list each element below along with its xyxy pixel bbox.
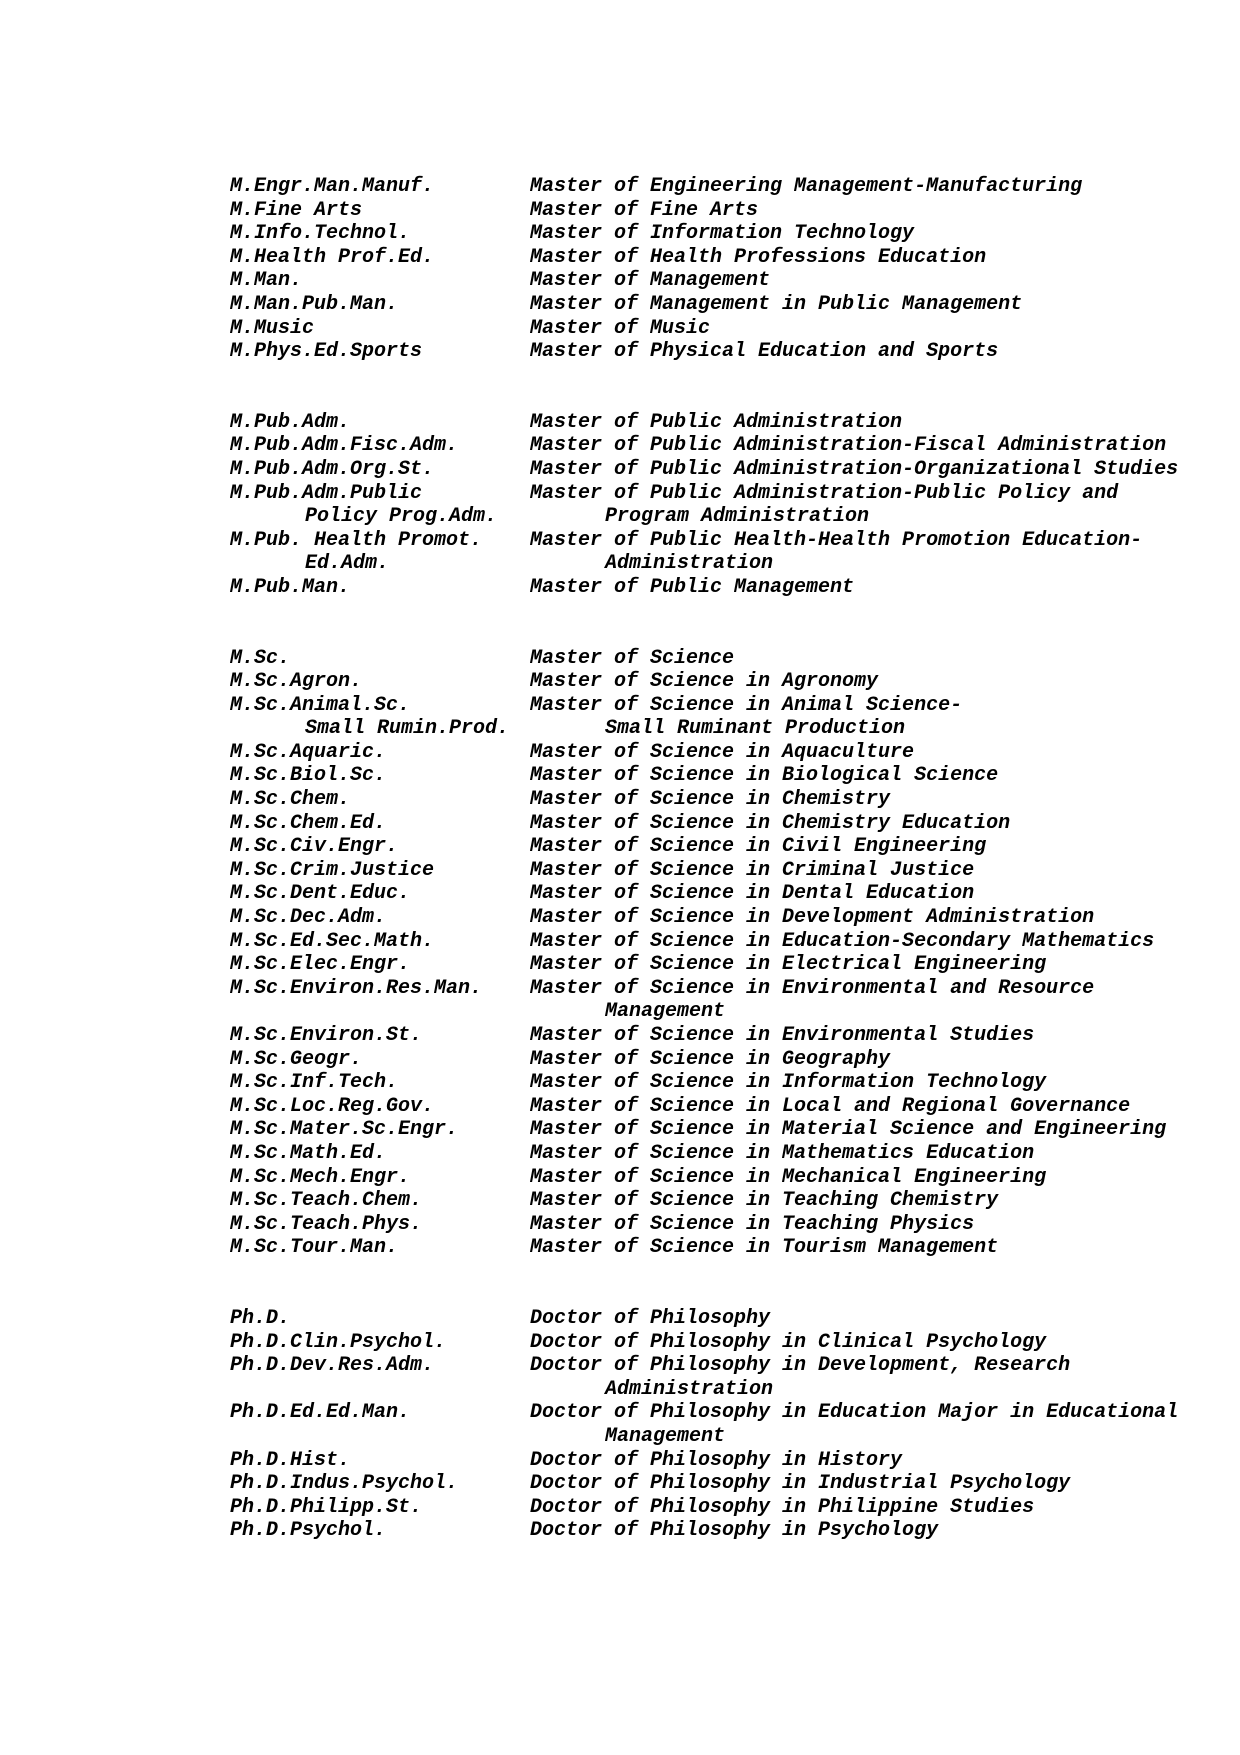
abbreviation (230, 340, 530, 364)
abbreviation (230, 199, 530, 223)
degree-name-text: Master of Science in Chemistry Education (530, 811, 1011, 835)
abbreviation-text: M.Sc.Aquaric. (230, 740, 387, 764)
degree-name (530, 1236, 1220, 1260)
abbreviation (230, 293, 530, 317)
abbreviation (230, 835, 530, 859)
degree-name (530, 930, 1220, 954)
abbreviation (230, 1166, 530, 1190)
degree-name-text: Master of Fine Arts (530, 198, 759, 222)
abbreviation-text: M.Sc.Animal.Sc. (230, 693, 411, 717)
abbreviation (230, 458, 530, 482)
abbreviation-entry (230, 1401, 1220, 1448)
degree-name-text: Master of Science in Material Science and Engineering (530, 1118, 1167, 1142)
abbreviation-entry (230, 764, 1220, 788)
abbreviation-text: M.Sc.Chem.Ed. (230, 811, 387, 835)
abbreviation-text: M.Pub. Health Promot. (230, 528, 483, 552)
abbreviation-entry (230, 293, 1220, 317)
abbreviation (230, 269, 530, 293)
abbreviation (230, 1189, 530, 1213)
degree-name (530, 529, 1220, 576)
degree-name (530, 222, 1220, 246)
abbreviation (230, 764, 530, 788)
abbreviation-text: M.Sc.Environ.St. (230, 1024, 423, 1047)
degree-name-text: Master of Management (530, 269, 771, 293)
abbreviation (230, 930, 530, 954)
abbreviation (230, 812, 530, 836)
abbreviation-entry (230, 859, 1220, 883)
abbreviation-text: M.Music (230, 316, 315, 340)
abbreviation-entry (230, 1449, 1220, 1473)
abbreviation-text: M.Sc.Dent.Educ. (230, 882, 411, 906)
abbreviation (230, 953, 530, 977)
abbreviation-text: Ph.D.Indus.Psychol. (230, 1472, 459, 1496)
abbreviation-entry (230, 1236, 1220, 1260)
degree-name-continuation: Program Administration (605, 505, 870, 529)
degree-name (530, 1449, 1220, 1473)
abbreviation-entry (230, 1071, 1220, 1095)
abbreviation (230, 222, 530, 246)
degree-name-text: Master of Science in Biological Science (530, 764, 999, 788)
degree-name-text: Master of Public Administration (530, 410, 903, 434)
abbreviation-entry (230, 269, 1220, 293)
abbreviation-entry (230, 835, 1220, 859)
abbreviation-entry (230, 317, 1220, 341)
degree-name-text: Master of Science in Teaching Chemistry (530, 1189, 999, 1213)
abbreviation (230, 1496, 530, 1520)
degree-name (530, 812, 1220, 836)
abbreviation-text: M.Sc.Environ.Res.Man. (230, 976, 483, 1000)
degree-name (530, 1401, 1220, 1448)
abbreviation (230, 1331, 530, 1355)
abbreviation-text: M.Sc.Biol.Sc. (230, 764, 387, 788)
abbreviation-text: M.Health Prof.Ed. (230, 245, 435, 269)
degree-name (530, 434, 1220, 458)
abbreviation-text: Ph.D.Psychol. (230, 1519, 387, 1543)
degree-name-text: Master of Science in Electrical Engineering (530, 953, 1047, 977)
degree-name-text: Doctor of Philosophy in History (530, 1448, 903, 1472)
abbreviation (230, 1048, 530, 1072)
degree-name-text: Master of Science in Agronomy (530, 670, 879, 694)
abbreviation-continuation: Small Rumin.Prod. (305, 717, 510, 741)
degree-name-text: Doctor of Philosophy in Psychology (530, 1519, 939, 1543)
degree-name (530, 458, 1220, 482)
abbreviation (230, 670, 530, 694)
abbreviation-text: M.Sc.Agron. (230, 670, 363, 694)
degree-name (530, 411, 1220, 435)
abbreviation-entry (230, 1331, 1220, 1355)
degree-name-text: Master of Science in Animal Science- (530, 693, 963, 717)
abbreviation-entry (230, 1048, 1220, 1072)
abbreviation-continuation: Ed.Adm. (305, 552, 390, 576)
abbreviation-entry (230, 434, 1220, 458)
abbreviation-entry (230, 175, 1220, 199)
abbreviation-text: M.Sc.Dec.Adm. (230, 906, 387, 930)
abbreviation-group (230, 647, 1220, 1260)
degree-name-text: Master of Science in Teaching Physics (530, 1212, 975, 1236)
abbreviation-text: M.Sc.Math.Ed. (230, 1141, 387, 1165)
abbreviation-entry (230, 977, 1220, 1024)
degree-name-text: Master of Science (530, 646, 735, 670)
degree-name-continuation: Administration (605, 552, 774, 576)
abbreviation (230, 411, 530, 435)
degree-name (530, 1166, 1220, 1190)
abbreviation-group (230, 175, 1220, 364)
abbreviation (230, 1118, 530, 1142)
degree-name-text: Master of Science in Development Administration (530, 906, 1095, 930)
degree-name (530, 647, 1220, 671)
abbreviation-entry (230, 1166, 1220, 1190)
abbreviation (230, 1449, 530, 1473)
degree-name-text: Master of Information Technology (530, 222, 915, 246)
degree-name (530, 1048, 1220, 1072)
degree-name-text: Master of Science in Civil Engineering (530, 835, 987, 859)
abbreviation-entry (230, 788, 1220, 812)
abbreviation (230, 1401, 530, 1448)
degree-name (530, 741, 1220, 765)
abbreviation-entry (230, 647, 1220, 671)
degree-name (530, 1095, 1220, 1119)
abbreviation (230, 859, 530, 883)
abbreviation-list (230, 175, 1220, 1543)
degree-name (530, 317, 1220, 341)
degree-name (530, 1189, 1220, 1213)
abbreviation (230, 1142, 530, 1166)
degree-name-text: Master of Science in Environmental and Resource (530, 976, 1095, 1000)
abbreviation-text: M.Sc.Mater.Sc.Engr. (230, 1118, 459, 1142)
abbreviation (230, 246, 530, 270)
degree-name-continuation: Management (605, 1000, 726, 1024)
abbreviation-entry (230, 1024, 1220, 1048)
abbreviation-entry (230, 1142, 1220, 1166)
abbreviation-text: M.Sc.Teach.Phys. (230, 1212, 423, 1236)
abbreviation (230, 175, 530, 199)
degree-name (530, 906, 1220, 930)
abbreviation-entry (230, 529, 1220, 576)
abbreviation-entry (230, 1354, 1220, 1401)
degree-name (530, 1354, 1220, 1401)
abbreviation (230, 482, 530, 529)
degree-name (530, 882, 1220, 906)
abbreviation-text: M.Sc.Chem. (230, 788, 351, 812)
abbreviation-entry (230, 222, 1220, 246)
degree-name (530, 269, 1220, 293)
abbreviation-entry (230, 741, 1220, 765)
abbreviation (230, 1519, 530, 1543)
degree-name-continuation: Administration (605, 1377, 774, 1401)
abbreviation (230, 1071, 530, 1095)
abbreviation-entry (230, 1307, 1220, 1331)
abbreviation-group (230, 1307, 1220, 1543)
degree-name-text: Master of Science in Chemistry (530, 788, 891, 812)
degree-name (530, 1519, 1220, 1543)
abbreviation-text: M.Sc. (230, 646, 291, 670)
abbreviation-text: M.Pub.Adm. (230, 410, 351, 434)
degree-name-text: Doctor of Philosophy in Industrial Psychology (530, 1472, 1071, 1496)
abbreviation-entry (230, 882, 1220, 906)
abbreviation-text: Ph.D.Clin.Psychol. (230, 1330, 447, 1354)
abbreviation-entry (230, 1189, 1220, 1213)
abbreviation (230, 1095, 530, 1119)
degree-name (530, 482, 1220, 529)
abbreviation-entry (230, 1095, 1220, 1119)
degree-name (530, 859, 1220, 883)
abbreviation-entry (230, 1472, 1220, 1496)
abbreviation-text: M.Sc.Tour.Man. (230, 1236, 399, 1260)
abbreviation (230, 1236, 530, 1260)
abbreviation (230, 1307, 530, 1331)
degree-name-text: Master of Science in Tourism Management (530, 1236, 999, 1260)
abbreviation-text: Ph.D.Dev.Res.Adm. (230, 1354, 435, 1378)
abbreviation (230, 1354, 530, 1401)
abbreviation-entry (230, 1519, 1220, 1543)
degree-name-text: Master of Public Health-Health Promotion Education- (530, 528, 1143, 552)
abbreviation-text: M.Man. (230, 269, 303, 293)
abbreviation-entry (230, 1213, 1220, 1237)
degree-name-text: Master of Science in Local and Regional Governance (530, 1094, 1131, 1118)
abbreviation-text: M.Sc.Inf.Tech. (230, 1071, 399, 1095)
abbreviation-text: M.Pub.Man. (230, 575, 351, 599)
abbreviation-entry (230, 340, 1220, 364)
degree-name (530, 788, 1220, 812)
abbreviation-text: Ph.D.Philipp.St. (230, 1495, 423, 1519)
degree-name (530, 293, 1220, 317)
degree-name-text: Master of Health Professions Education (530, 245, 987, 269)
abbreviation (230, 882, 530, 906)
abbreviation (230, 647, 530, 671)
degree-name-text: Doctor of Philosophy (530, 1306, 771, 1330)
abbreviation-text: M.Pub.Adm.Public (230, 481, 423, 505)
degree-name (530, 694, 1220, 741)
degree-name-continuation: Small Ruminant Production (605, 717, 906, 741)
abbreviation-entry (230, 482, 1220, 529)
abbreviation-group (230, 411, 1220, 600)
degree-name-text: Doctor of Philosophy in Education Major in Educational (530, 1401, 1179, 1425)
abbreviation-text: M.Sc.Loc.Reg.Gov. (230, 1094, 435, 1118)
abbreviation-entry (230, 458, 1220, 482)
degree-name-text: Master of Public Administration-Organizational Studies (530, 457, 1179, 481)
abbreviation (230, 741, 530, 765)
degree-name-text: Master of Public Administration-Fiscal Administration (530, 434, 1167, 458)
abbreviation-entry (230, 246, 1220, 270)
abbreviation-text: M.Sc.Teach.Chem. (230, 1189, 423, 1213)
degree-name (530, 576, 1220, 600)
abbreviation-entry (230, 199, 1220, 223)
abbreviation (230, 788, 530, 812)
degree-name (530, 246, 1220, 270)
abbreviation (230, 317, 530, 341)
abbreviation-entry (230, 670, 1220, 694)
abbreviation-text: M.Sc.Mech.Engr. (230, 1165, 411, 1189)
abbreviation (230, 906, 530, 930)
abbreviation (230, 977, 530, 1024)
degree-name (530, 1118, 1220, 1142)
degree-name (530, 1024, 1220, 1048)
abbreviation (230, 434, 530, 458)
degree-name (530, 1213, 1220, 1237)
abbreviation-text: M.Sc.Crim.Justice (230, 858, 435, 882)
degree-name-text: Master of Science in Education-Secondary Mathematics (530, 929, 1155, 953)
degree-name-text: Doctor of Philosophy in Philippine Studies (530, 1495, 1035, 1519)
abbreviation-entry (230, 576, 1220, 600)
abbreviation-entry (230, 694, 1220, 741)
abbreviation-entry (230, 953, 1220, 977)
degree-name-text: Master of Music (530, 316, 711, 340)
abbreviation-text: M.Pub.Adm.Org.St. (230, 457, 435, 481)
degree-name-continuation: Management (605, 1424, 726, 1448)
degree-name-text: Master of Science in Criminal Justice (530, 858, 975, 882)
abbreviation-entry (230, 906, 1220, 930)
degree-name (530, 1472, 1220, 1496)
abbreviation-continuation: Policy Prog.Adm. (305, 505, 498, 529)
degree-name (530, 199, 1220, 223)
degree-name-text: Master of Science in Mathematics Education (530, 1141, 1035, 1165)
abbreviation-text: M.Pub.Adm.Fisc.Adm. (230, 434, 459, 458)
abbreviation-text: M.Man.Pub.Man. (230, 292, 399, 316)
degree-name (530, 175, 1220, 199)
abbreviation (230, 576, 530, 600)
degree-name-text: Master of Public Administration-Public Policy and (530, 481, 1119, 505)
abbreviation (230, 529, 530, 576)
abbreviation-entry (230, 1118, 1220, 1142)
abbreviation-entry (230, 812, 1220, 836)
degree-name (530, 1331, 1220, 1355)
degree-name (530, 977, 1220, 1024)
abbreviation-text: M.Sc.Ed.Sec.Math. (230, 929, 435, 953)
abbreviation-text: Ph.D. (230, 1306, 291, 1330)
abbreviation-text: M.Engr.Man.Manuf. (230, 175, 435, 198)
abbreviation (230, 1472, 530, 1496)
degree-name-text: Master of Public Management (530, 575, 855, 599)
degree-name (530, 835, 1220, 859)
abbreviation-text: M.Fine Arts (230, 198, 363, 222)
abbreviation-text: M.Info.Technol. (230, 222, 411, 246)
degree-name-text: Doctor of Philosophy in Development, Research (530, 1354, 1071, 1378)
abbreviation (230, 1213, 530, 1237)
abbreviation-entry (230, 1496, 1220, 1520)
degree-name (530, 670, 1220, 694)
degree-name-text: Doctor of Philosophy in Clinical Psychology (530, 1330, 1047, 1354)
degree-name-text: Master of Physical Education and Sports (530, 340, 999, 364)
degree-name (530, 953, 1220, 977)
degree-name (530, 764, 1220, 788)
abbreviation-text: M.Phys.Ed.Sports (230, 340, 423, 364)
abbreviation (230, 1024, 530, 1048)
degree-name (530, 1142, 1220, 1166)
degree-name-text: Master of Science in Aquaculture (530, 740, 915, 764)
abbreviation-entry (230, 930, 1220, 954)
degree-name-text: Master of Management in Public Management (530, 292, 1023, 316)
degree-name (530, 1071, 1220, 1095)
abbreviation (230, 694, 530, 741)
abbreviation-text: Ph.D.Ed.Ed.Man. (230, 1401, 411, 1425)
abbreviation-text: M.Sc.Geogr. (230, 1047, 363, 1071)
degree-name (530, 340, 1220, 364)
degree-name-text: Master of Engineering Management-Manufacturing (530, 175, 1083, 198)
degree-name-text: Master of Science in Information Technology (530, 1071, 1047, 1095)
degree-name-text: Master of Science in Dental Education (530, 882, 975, 906)
degree-name-text: Master of Science in Geography (530, 1047, 891, 1071)
degree-name (530, 1307, 1220, 1331)
degree-name-text: Master of Science in Environmental Studies (530, 1024, 1035, 1047)
abbreviation-text: M.Sc.Civ.Engr. (230, 835, 399, 859)
abbreviation-text: Ph.D.Hist. (230, 1448, 351, 1472)
abbreviation-entry (230, 411, 1220, 435)
degree-name-text: Master of Science in Mechanical Engineering (530, 1165, 1047, 1189)
degree-name (530, 1496, 1220, 1520)
abbreviation-text: M.Sc.Elec.Engr. (230, 953, 411, 977)
